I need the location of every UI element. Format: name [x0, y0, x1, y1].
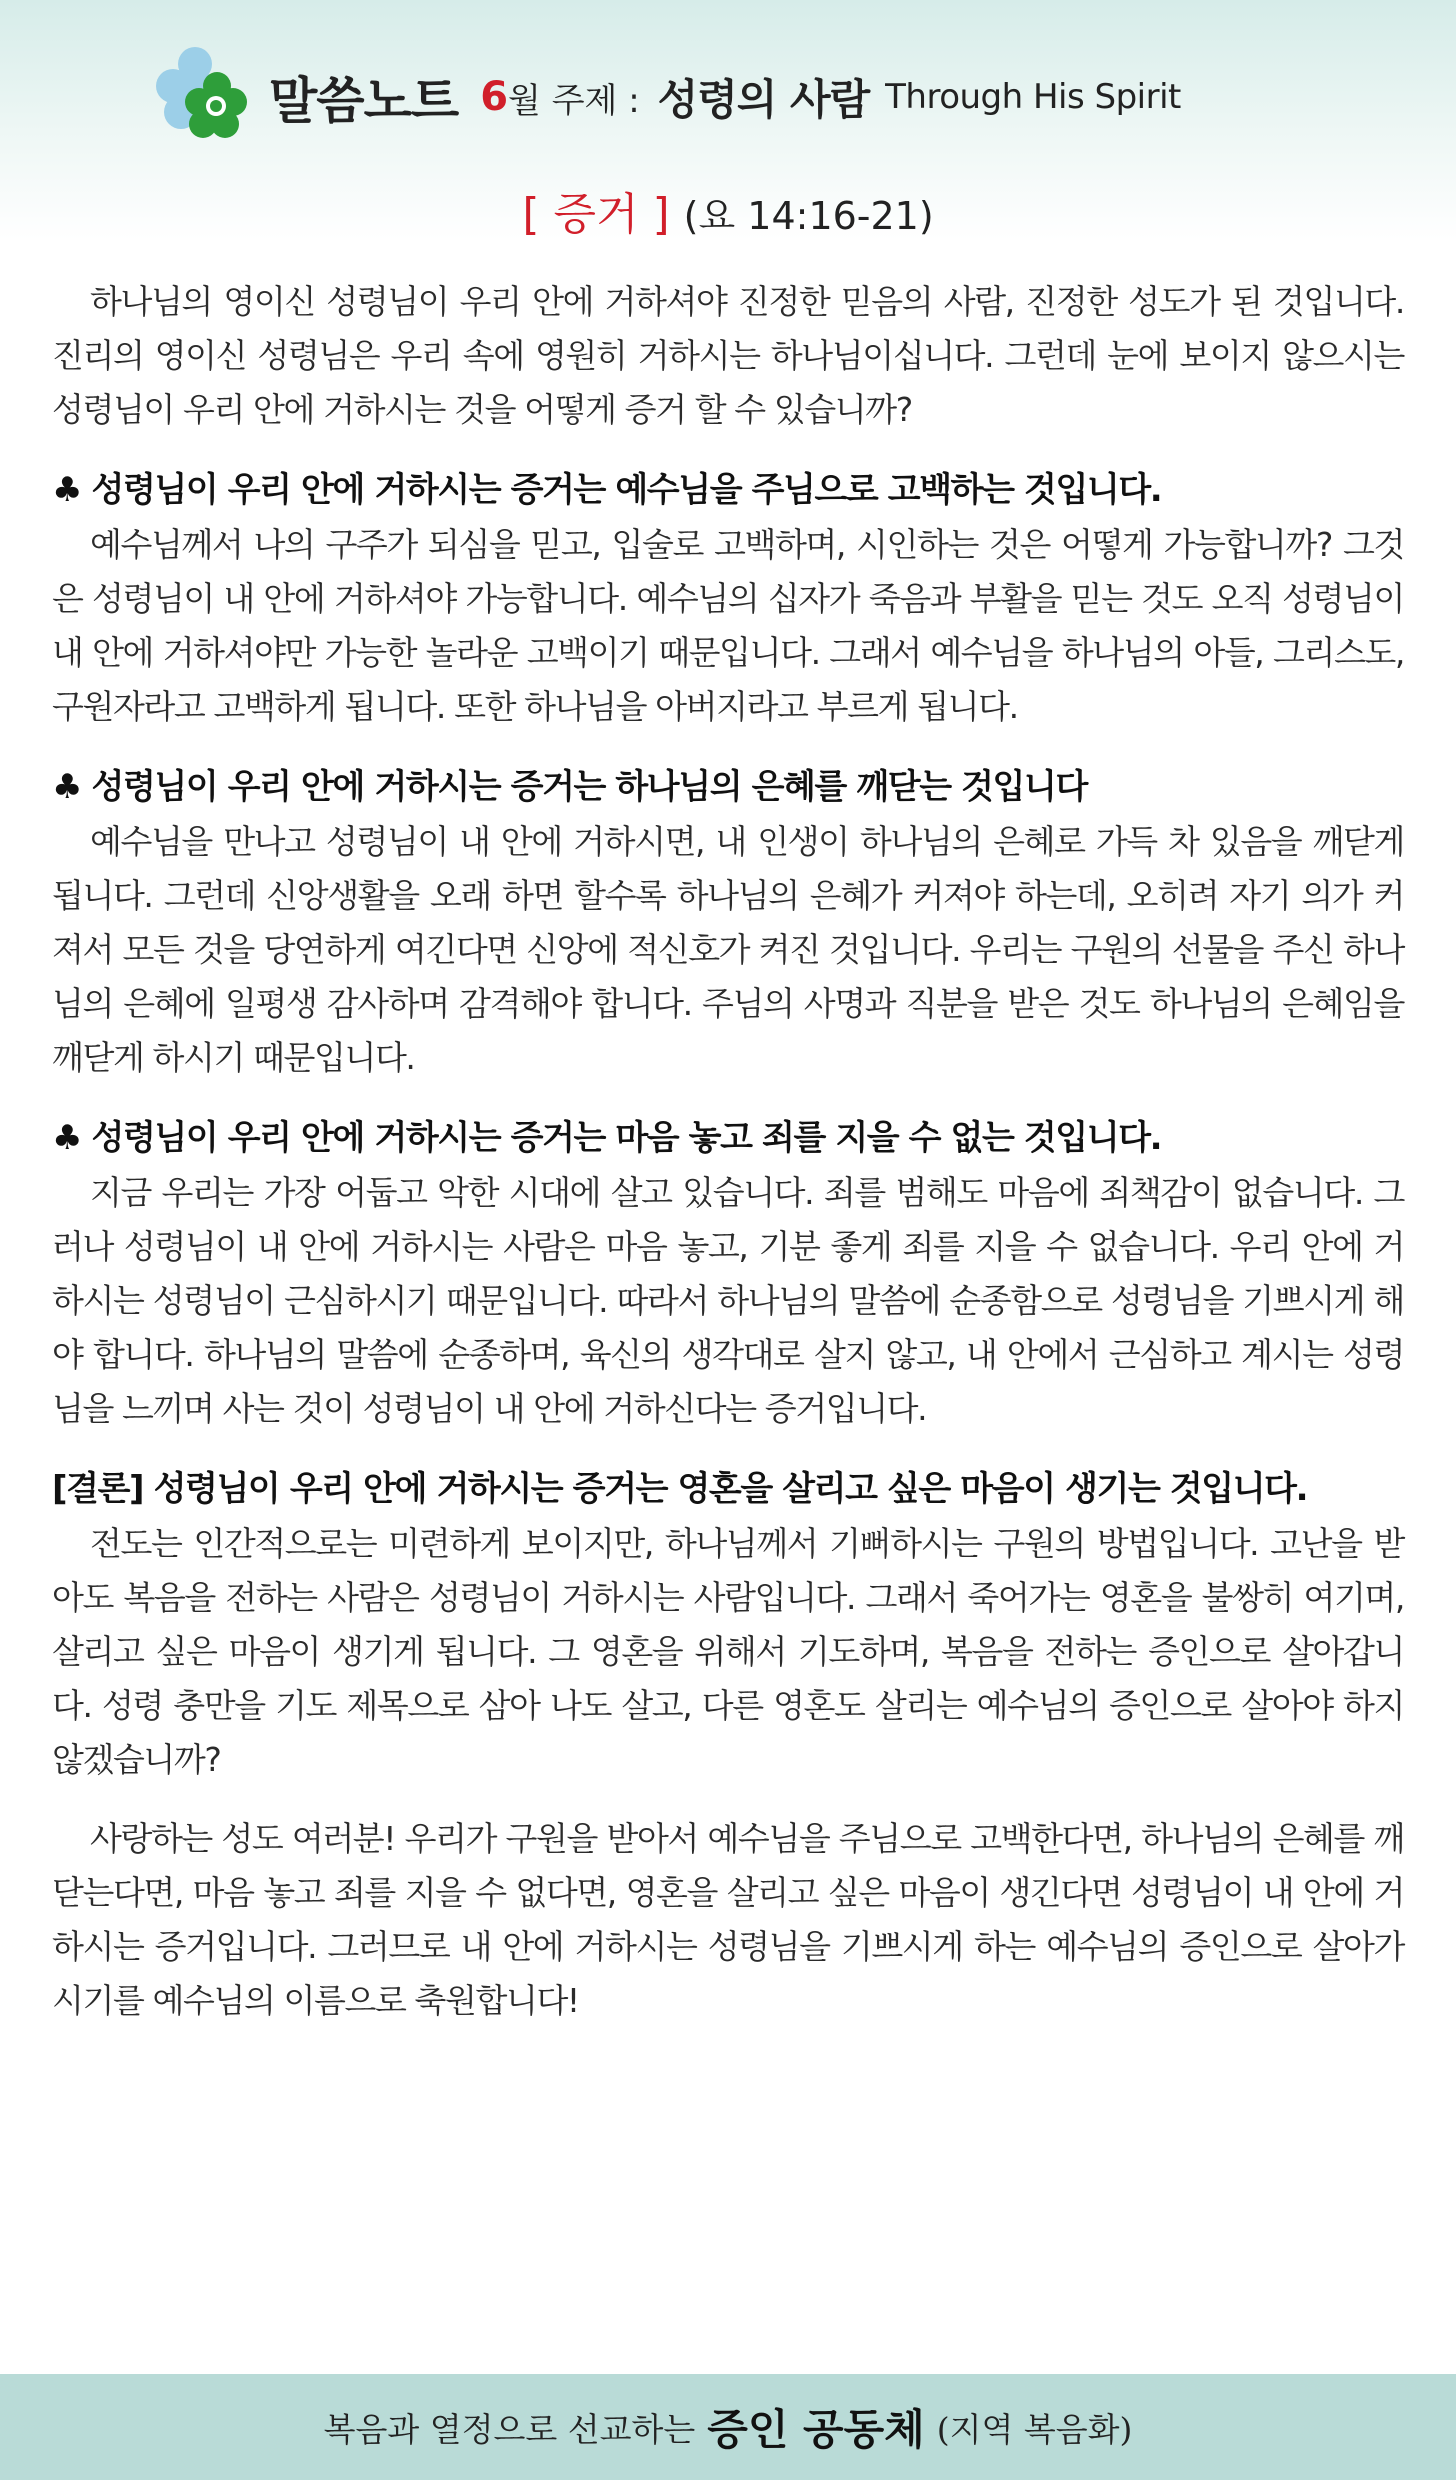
section-heading-2: ♣ 성령님이 우리 안에 거하시는 증거는 하나님의 은혜를 깨닫는 것입니다 — [52, 767, 1087, 807]
section-heading-3: ♣ 성령님이 우리 안에 거하시는 증거는 마음 놓고 죄를 지을 수 없는 것입니다. — [52, 1118, 1162, 1158]
page-header — [145, 42, 1181, 152]
section-body-1: 예수님께서 나의 구주가 되심을 믿고, 입술로 고백하며, 시인하는 것은 어떻게 가능합니까? 그것은 성령님이 내 안에 거하셔야 가능합니다. 예수님의 십자가 죽음과 부활을 믿는 것도 오직 성령님이 내 안에 거하셔야만 가능한 놀라운 고백이기 때문입니다. 그래서 예수님을 하나님의 아들, 그리스도, 구원자라고 고백하게 됩니다. 또한 하나님을 아버지라고 부르게 됩니다. — [52, 525, 1404, 726]
footer-banner — [0, 2374, 1456, 2480]
closing-paragraph: 사랑하는 성도 여러분! 우리가 구원을 받아서 예수님을 주님으로 고백한다면, 하나님의 은혜를 깨닫는다면, 마음 놓고 죄를 지을 수 없다면, 영혼을 살리고 싶은 마음이 생긴다면 성령님이 내 안에 거하시는 증거입니다. 그러므로 내 안에 거하시는 성령님을 기쁘시게 하는 예수님의 증인으로 살아가시기를 예수님의 이름으로 축원합니다! — [52, 1819, 1404, 2020]
title-bracket-close: ] — [652, 189, 670, 240]
footer-suffix: (지역 복음화) — [936, 2409, 1133, 2449]
scripture-reference: (요 14:16-21) — [683, 194, 934, 238]
section-heading-1: ♣ 성령님이 우리 안에 거하시는 증거는 예수님을 주님으로 고백하는 것입니다. — [52, 470, 1162, 510]
section-body-2: 예수님을 만나고 성령님이 내 안에 거하시면, 내 인생이 하나님의 은혜로 가득 차 있음을 깨닫게 됩니다. 그런데 신앙생활을 오래 하면 할수록 하나님의 은혜가 커져야 하는데, 오히려 자기 의가 커져서 모든 것을 당연하게 여긴다면 신앙에 적신호가 켜진 것입니다. 우리는 구원의 선물을 주신 하나님의 은혜에 일평생 감사하며 감격해야 합니다. 주님의 사명과 직분을 받은 것도 하나님의 은혜임을 깨닫게 하시기 때문입니다. — [52, 822, 1404, 1077]
flower-logo-icon — [145, 42, 255, 152]
conclusion-heading: [결론] 성령님이 우리 안에 거하시는 증거는 영혼을 살리고 싶은 마음이 생기는 것입니다. — [52, 1469, 1308, 1509]
intro-paragraph: 하나님의 영이신 성령님이 우리 안에 거하셔야 진정한 믿음의 사람, 진정한 성도가 된 것입니다. 진리의 영이신 성령님은 우리 속에 영원히 거하시는 하나님이십니다. 그런데 눈에 보이지 않으시는 성령님이 우리 안에 거하시는 것을 어떻게 증거 할 수 있습니까? — [52, 282, 1404, 429]
theme-english: Through His Spirit — [885, 77, 1181, 117]
conclusion-body: 전도는 인간적으로는 미련하게 보이지만, 하나님께서 기뻐하시는 구원의 방법입니다. 고난을 받아도 복음을 전하는 사람은 성령님이 거하시는 사람입니다. 그래서 죽어가는 영혼을 불쌍히 여기며, 살리고 싶은 마음이 생기게 됩니다. 그 영혼을 위해서 기도하며, 복음을 전하는 증인으로 살아갑니다. 성령 충만을 기도 제목으로 삼아 나도 살고, 다른 영혼도 살리는 예수님의 증인으로 살아야 하지 않겠습니까? — [52, 1524, 1404, 1779]
footer-community-name: 증인 공동체 — [707, 2405, 925, 2454]
sermon-title — [0, 178, 1456, 242]
footer-prefix: 복음과 열정으로 선교하는 — [323, 2409, 696, 2449]
month-label: 월 주제 : — [508, 80, 640, 121]
sermon-body — [52, 275, 1404, 2028]
section-body-3: 지금 우리는 가장 어둡고 악한 시대에 살고 있습니다. 죄를 범해도 마음에 죄책감이 없습니다. 그러나 성령님이 내 안에 거하시는 사람은 마음 놓고, 기분 좋게 죄를 지을 수 없습니다. 우리 안에 거하시는 성령님이 근심하시기 때문입니다. 따라서 하나님의 말씀에 순종함으로 성령님을 기쁘시게 해야 합니다. 하나님의 말씀에 순종하며, 육신의 생각대로 살지 않고, 내 안에서 근심하고 계시는 성령님을 느끼며 사는 것이 성령님이 내 안에 거하신다는 증거입니다. — [52, 1173, 1404, 1428]
month-number: 6 — [480, 74, 509, 120]
title-bracket-open: [ — [522, 189, 540, 240]
brand-title: 말씀노트 — [269, 72, 459, 130]
theme-korean: 성령의 사람 — [657, 75, 870, 124]
title-main: 증거 — [553, 189, 639, 240]
